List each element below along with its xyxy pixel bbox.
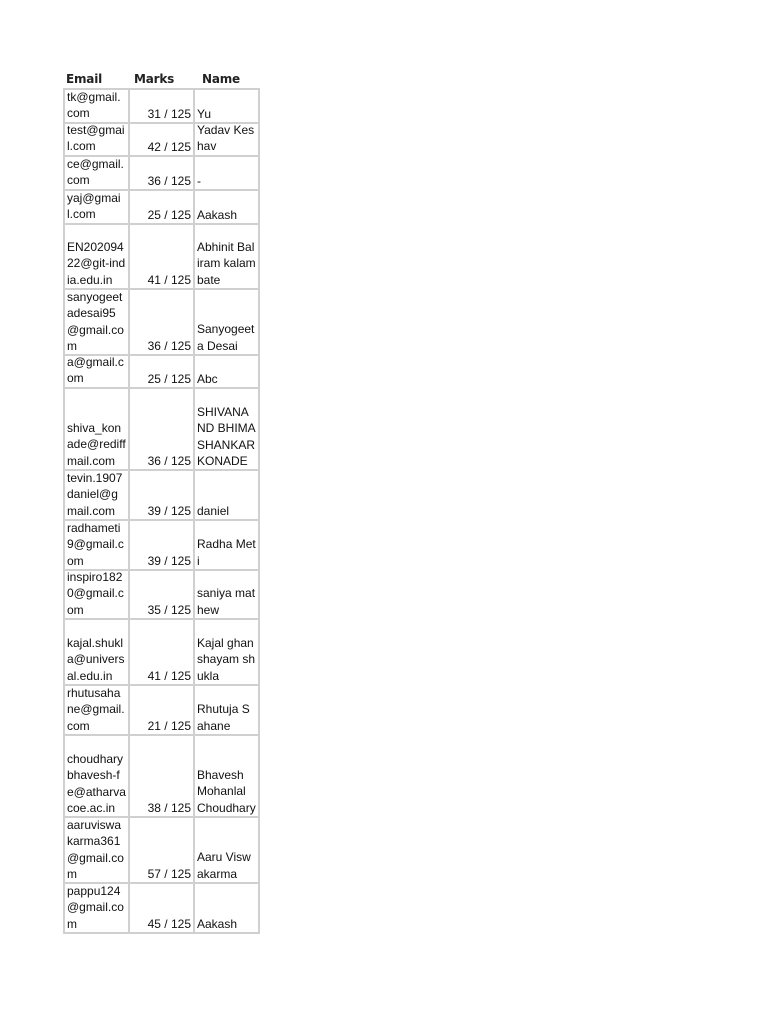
- table-row: [64, 685, 259, 735]
- name-cell: Radha Meti: [194, 520, 259, 570]
- table-row: [64, 156, 259, 190]
- table-row: [64, 817, 259, 883]
- header-email: Email: [66, 72, 103, 86]
- marks-cell: 45 / 125: [129, 883, 194, 933]
- table-row: [64, 190, 259, 224]
- name-cell: SHIVANAND BHIMASHANKAR KONADE: [194, 388, 259, 470]
- marks-cell: 42 / 125: [129, 123, 194, 156]
- table-row: [64, 570, 259, 619]
- table-row: [64, 735, 259, 817]
- name-cell: Rhutuja Sahane: [194, 685, 259, 735]
- table-row: [64, 388, 259, 470]
- marks-cell: 21 / 125: [129, 685, 194, 735]
- email-cell: rhutusahane@gmail.com: [64, 685, 129, 735]
- email-cell: yaj@gmail.com: [64, 190, 129, 224]
- marks-cell: 38 / 125: [129, 735, 194, 817]
- marks-cell: 36 / 125: [129, 156, 194, 190]
- table-row: [64, 355, 259, 388]
- name-cell: Yadav Keshav: [194, 123, 259, 156]
- name-cell: saniya mathew: [194, 570, 259, 619]
- email-cell: ce@gmail.com: [64, 156, 129, 190]
- table-row: [64, 224, 259, 289]
- marks-cell: 39 / 125: [129, 470, 194, 520]
- name-cell: Bhavesh Mohanlal Choudhary: [194, 735, 259, 817]
- marks-cell: 41 / 125: [129, 619, 194, 685]
- table-header: [63, 70, 266, 88]
- results-sheet: [63, 70, 266, 934]
- marks-cell: 31 / 125: [129, 89, 194, 123]
- email-cell: aaruviswakarma361@gmail.com: [64, 817, 129, 883]
- email-cell: tevin.1907daniel@gmail.com: [64, 470, 129, 520]
- marks-cell: 41 / 125: [129, 224, 194, 289]
- table-row: [64, 470, 259, 520]
- header-name: Name: [202, 72, 240, 86]
- table-row: [64, 619, 259, 685]
- email-cell: EN20209422@git-india.edu.in: [64, 224, 129, 289]
- marks-cell: 39 / 125: [129, 520, 194, 570]
- email-cell: test@gmail.com: [64, 123, 129, 156]
- name-cell: Aakash: [194, 190, 259, 224]
- name-cell: -: [194, 156, 259, 190]
- marks-cell: 25 / 125: [129, 190, 194, 224]
- email-cell: a@gmail.com: [64, 355, 129, 388]
- email-cell: shiva_konade@rediffmail.com: [64, 388, 129, 470]
- marks-cell: 25 / 125: [129, 355, 194, 388]
- email-cell: inspiro1820@gmail.com: [64, 570, 129, 619]
- name-cell: Yu: [194, 89, 259, 123]
- marks-cell: 36 / 125: [129, 289, 194, 355]
- name-cell: Sanyogeeta Desai: [194, 289, 259, 355]
- email-cell: tk@gmail.com: [64, 89, 129, 123]
- email-cell: radhameti9@gmail.com: [64, 520, 129, 570]
- table-row: [64, 89, 259, 123]
- table-row: [64, 883, 259, 933]
- email-cell: choudharybhavesh-fe@atharvacoe.ac.in: [64, 735, 129, 817]
- email-cell: sanyogeetadesai95@gmail.com: [64, 289, 129, 355]
- name-cell: Aaru Viswakarma: [194, 817, 259, 883]
- name-cell: Abhinit Baliram kalambate: [194, 224, 259, 289]
- results-table: [63, 88, 260, 934]
- name-cell: Aakash: [194, 883, 259, 933]
- table-row: [64, 520, 259, 570]
- table-row: [64, 123, 259, 156]
- marks-cell: 57 / 125: [129, 817, 194, 883]
- email-cell: kajal.shukla@universal.edu.in: [64, 619, 129, 685]
- header-marks: Marks: [134, 72, 175, 86]
- email-cell: pappu124@gmail.com: [64, 883, 129, 933]
- marks-cell: 35 / 125: [129, 570, 194, 619]
- name-cell: Abc: [194, 355, 259, 388]
- marks-cell: 36 / 125: [129, 388, 194, 470]
- table-row: [64, 289, 259, 355]
- name-cell: Kajal ghanshayam shukla: [194, 619, 259, 685]
- name-cell: daniel: [194, 470, 259, 520]
